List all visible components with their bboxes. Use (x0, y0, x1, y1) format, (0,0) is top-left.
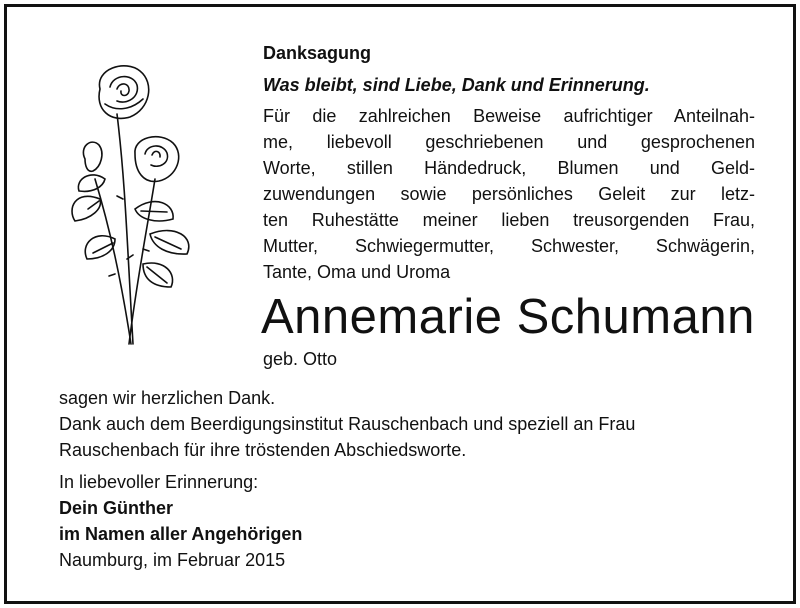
body-line: Mutter, Schwiegermutter, Schwester, Schwägerin, (263, 236, 755, 256)
birth-name: geb. Otto (263, 349, 338, 369)
motto: Was bleibt, sind Liebe, Dank und Erinnerung. (263, 75, 650, 95)
body-line: Tante, Oma und Uroma (263, 262, 451, 282)
thanks-line: sagen wir herzlichen Dank. (59, 388, 276, 408)
body-line: zuwendungen sowie persönliches Geleit zur letz- (263, 184, 755, 204)
heading-danksagung: Danksagung (263, 43, 372, 63)
family-line: im Namen aller Angehörigen (59, 524, 303, 544)
thanks-line: Dank auch dem Beerdigungsinstitut Rauschenbach und speziell an Frau (59, 414, 636, 434)
closing-intro: In liebevoller Erinnerung: (59, 472, 259, 492)
signer-name: Dein Günther (59, 498, 174, 518)
body-line: me, liebevoll geschriebenen und gesprochenen (263, 132, 755, 152)
closing-block (59, 469, 302, 573)
body-line: Für die zahlreichen Beweise aufrichtiger Anteilnah- (263, 106, 755, 126)
obituary-card (4, 4, 796, 604)
body-line: ten Ruhestätte meiner lieben treusorgenden Frau, (263, 210, 755, 230)
deceased-name: Annemarie Schumann (261, 290, 755, 344)
thanks-text (59, 385, 759, 463)
body-line: Worte, stillen Händedruck, Blumen und Geld- (263, 158, 755, 178)
body-text (263, 103, 755, 285)
thanks-line: Rauschenbach für ihre tröstenden Abschiedsworte. (59, 440, 467, 460)
place-date: Naumburg, im Februar 2015 (59, 550, 286, 570)
rose-illustration (55, 59, 205, 349)
